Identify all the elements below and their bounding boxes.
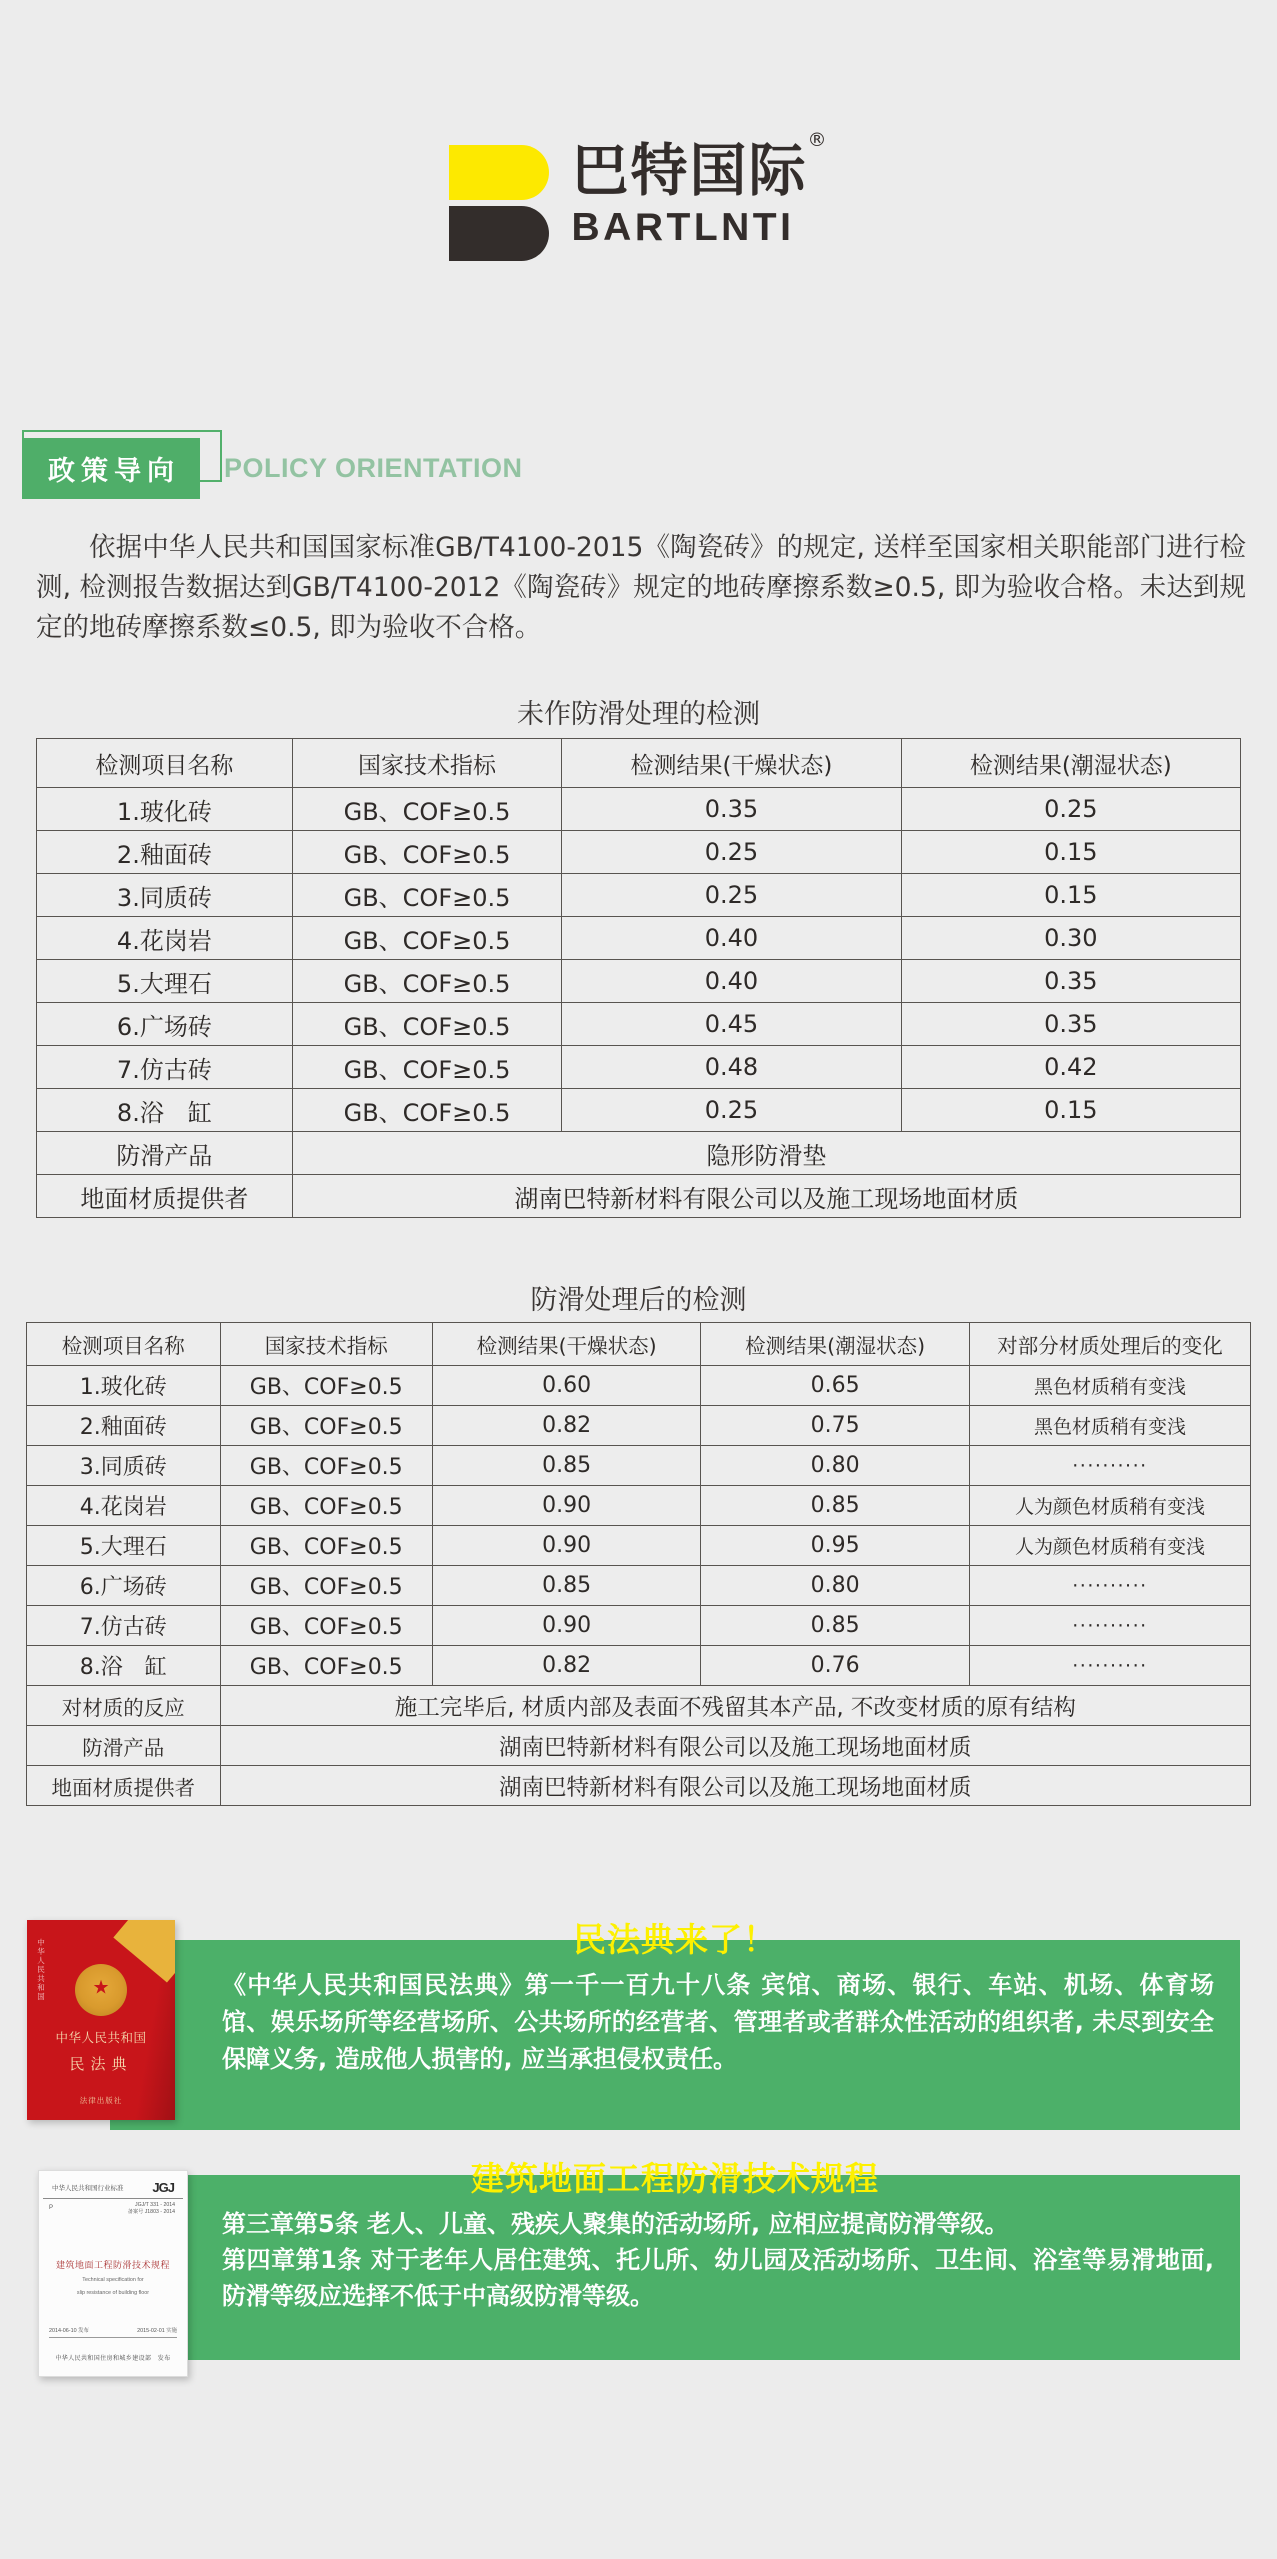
civil-code-book-cover <box>27 1920 175 2120</box>
table-row <box>27 1646 1251 1686</box>
floor-slip-spec-body <box>110 2200 1240 2314</box>
table-cell: 黑色材质稍有变浅 <box>969 1366 1250 1406</box>
intro-paragraph: 依据中华人民共和国国家标准GB/T4100-2015《陶瓷砖》的规定, 送样至国家相关职能部门进行检测, 检测报告数据达到GB/T4100-2012《陶瓷砖》规定的地砖摩擦系数≥0.5, 即为验收合格。未达到规定的地砖摩擦系数≤0.5, 即为验收不合格。 <box>36 532 1246 643</box>
jgj-standard-book-cover <box>38 2170 188 2377</box>
footer-label: 对材质的反应 <box>27 1686 221 1726</box>
table-cell: GB、COF≥0.5 <box>292 1003 561 1046</box>
column-header-1: 检测项目名称 <box>27 1323 221 1366</box>
table-cell: 0.85 <box>701 1486 970 1526</box>
standard-title-en2: slip resistance of building floor <box>76 2290 150 2296</box>
logo-chinese-name <box>571 129 829 204</box>
table-cell: 0.40 <box>562 960 901 1003</box>
footer-value: 施工完毕后, 材质内部及表面不残留其本产品, 不改变材质的原有结构 <box>220 1686 1250 1726</box>
logo-dark-bar <box>449 206 549 261</box>
standard-issue-date: 2014-06-10 发布 <box>49 2328 89 2334</box>
table-cell: 人为颜色材质稍有变浅 <box>969 1526 1250 1566</box>
table-cell: 0.25 <box>562 831 901 874</box>
table-row <box>37 1003 1241 1046</box>
table-row <box>37 788 1241 831</box>
table-footer-row <box>37 1175 1241 1218</box>
table-row <box>27 1446 1251 1486</box>
table1-caption: 未作防滑处理的检测 <box>517 699 760 730</box>
table-row <box>37 1089 1241 1132</box>
column-header-3: 检测结果(干燥状态) <box>562 739 901 788</box>
table-row <box>37 874 1241 917</box>
standard-code-logo: JGJ <box>152 2180 174 2195</box>
table-cell: 0.82 <box>432 1646 701 1686</box>
standard-code-line1: JGJ/T 331 - 2014 <box>135 2202 175 2208</box>
table-cell: 3.同质砖 <box>27 1446 221 1486</box>
standard-issuer: 中华人民共和国行业标准 <box>52 2185 124 2192</box>
table-footer-row <box>27 1686 1251 1726</box>
standard-p-char: P <box>49 2205 54 2211</box>
table-cell: GB、COF≥0.5 <box>220 1366 432 1406</box>
table-cell: GB、COF≥0.5 <box>220 1646 432 1686</box>
floor-slip-spec-title: 建筑地面工程防滑技术规程 <box>471 2159 879 2198</box>
table-row <box>37 831 1241 874</box>
table-cell: 0.25 <box>901 788 1240 831</box>
section-badge-cn: 政策导向 <box>22 438 200 499</box>
table2-header-row <box>27 1323 1251 1366</box>
table-cell: 0.76 <box>701 1646 970 1686</box>
standard-code-block <box>39 2199 187 2216</box>
table-cell: 0.25 <box>562 1089 901 1132</box>
table-cell: 4.花岗岩 <box>37 917 293 960</box>
book-spine-text: 中华人民共和国 <box>37 1938 45 2001</box>
table-footer-row <box>27 1726 1251 1766</box>
table-footer-row <box>27 1766 1251 1806</box>
standard-title-cn: 建筑地面工程防滑技术规程 <box>55 2260 170 2270</box>
column-header-4: 检测结果(潮湿状态) <box>701 1323 970 1366</box>
table-cell: 0.75 <box>701 1406 970 1446</box>
table-cell: 0.45 <box>562 1003 901 1046</box>
table-cell: 0.85 <box>432 1566 701 1606</box>
table-cell: 0.85 <box>432 1446 701 1486</box>
table-cell: 0.35 <box>901 1003 1240 1046</box>
table-cell: 0.25 <box>562 874 901 917</box>
table-cell: 黑色材质稍有变浅 <box>969 1406 1250 1446</box>
table-row <box>27 1366 1251 1406</box>
floor-slip-spec-panel <box>110 2159 1240 2360</box>
footer-value: 湖南巴特新材料有限公司以及施工现场地面材质 <box>220 1726 1250 1766</box>
book-ribbon-decoration <box>113 1920 175 1983</box>
column-header-2: 国家技术指标 <box>220 1323 432 1366</box>
table-cell: 0.65 <box>701 1366 970 1406</box>
table-cell: GB、COF≥0.5 <box>292 960 561 1003</box>
untreated-test-table <box>36 738 1241 1218</box>
table-cell: 0.85 <box>701 1606 970 1646</box>
national-emblem-icon <box>75 1964 127 2016</box>
table-cell: 0.95 <box>701 1526 970 1566</box>
table-cell: 7.仿古砖 <box>27 1606 221 1646</box>
standard-title-block <box>39 2258 187 2297</box>
table2-body <box>27 1366 1251 1806</box>
table-row <box>27 1406 1251 1446</box>
table-cell: ·········· <box>969 1446 1250 1486</box>
table-cell: 0.35 <box>562 788 901 831</box>
civil-code-body: 《中华人民共和国民法典》第一千一百九十八条 宾馆、商场、银行、车站、机场、体育场馆、娱乐场所等经营场所、公共场所的经营者、管理者或者群众性活动的组织者, 未尽到安全保障义务, 造成他人损害的, 应当承担侵权责任。 <box>222 1971 1214 2073</box>
table-row <box>37 1046 1241 1089</box>
bartlnti-b-mark-icon <box>449 140 554 261</box>
table-cell: 4.花岗岩 <box>27 1486 221 1526</box>
footer-label: 地面材质提供者 <box>27 1766 221 1806</box>
footer-label: 防滑产品 <box>37 1132 293 1175</box>
table-cell: 8.浴 缸 <box>37 1089 293 1132</box>
table-cell: GB、COF≥0.5 <box>292 874 561 917</box>
table-cell: 2.釉面砖 <box>27 1406 221 1446</box>
table-cell: 0.90 <box>432 1486 701 1526</box>
civil-code-panel <box>110 1920 1240 2130</box>
column-header-5: 对部分材质处理后的变化 <box>969 1323 1250 1366</box>
table-cell: 0.15 <box>901 1089 1240 1132</box>
table-cell: 8.浴 缸 <box>27 1646 221 1686</box>
table-cell: 6.广场砖 <box>37 1003 293 1046</box>
book-title-line2: 民法典 <box>69 2056 133 2073</box>
table-cell: 0.82 <box>432 1406 701 1446</box>
table-cell: 5.大理石 <box>37 960 293 1003</box>
table-row <box>37 917 1241 960</box>
standard-book-header <box>43 2171 183 2199</box>
table-cell: ·········· <box>969 1646 1250 1686</box>
table-cell: 0.15 <box>901 831 1240 874</box>
registered-trademark-icon: ® <box>807 129 829 151</box>
footer-label: 防滑产品 <box>27 1726 221 1766</box>
section-badge-en: POLICY ORIENTATION <box>224 453 523 483</box>
standard-effective-date: 2015-02-01 实施 <box>137 2328 177 2334</box>
table-cell: 7.仿古砖 <box>37 1046 293 1089</box>
table-cell: GB、COF≥0.5 <box>220 1526 432 1566</box>
brand-logo <box>0 129 1277 261</box>
column-header-1: 检测项目名称 <box>37 739 293 788</box>
table-cell: GB、COF≥0.5 <box>292 1046 561 1089</box>
table-cell: 1.玻化砖 <box>37 788 293 831</box>
standard-code-line2: 备案号 J1803 - 2014 <box>127 2209 175 2215</box>
table-row <box>27 1526 1251 1566</box>
table-cell: 0.30 <box>901 917 1240 960</box>
logo-chinese-text: 巴特国际 <box>571 138 808 204</box>
standard-title-en1: Technical specification for <box>82 2277 144 2283</box>
table-cell: GB、COF≥0.5 <box>220 1606 432 1646</box>
table-cell: 0.15 <box>901 874 1240 917</box>
footer-label: 地面材质提供者 <box>37 1175 293 1218</box>
book-publisher: 法律出版社 <box>79 2096 123 2105</box>
table-cell: 0.40 <box>562 917 901 960</box>
column-header-4: 检测结果(潮湿状态) <box>901 739 1240 788</box>
footer-value: 湖南巴特新材料有限公司以及施工现场地面材质 <box>220 1766 1250 1806</box>
table-cell: 0.80 <box>701 1446 970 1486</box>
table-cell: 0.42 <box>901 1046 1240 1089</box>
table-row <box>37 960 1241 1003</box>
footer-value: 隐形防滑垫 <box>292 1132 1240 1175</box>
table-cell: 2.釉面砖 <box>37 831 293 874</box>
table-cell: 0.35 <box>901 960 1240 1003</box>
table-cell: 1.玻化砖 <box>27 1366 221 1406</box>
table2-caption: 防滑处理后的检测 <box>530 1285 747 1316</box>
table-footer-row <box>37 1132 1241 1175</box>
table-cell: 0.48 <box>562 1046 901 1089</box>
footer-value: 湖南巴特新材料有限公司以及施工现场地面材质 <box>292 1175 1240 1218</box>
column-header-2: 国家技术指标 <box>292 739 561 788</box>
civil-code-title: 民法典来了！ <box>573 1920 777 1959</box>
table-row <box>27 1566 1251 1606</box>
table1-header-row <box>37 739 1241 788</box>
policy-orientation-header <box>22 438 523 499</box>
table-row <box>27 1606 1251 1646</box>
logo-english-name: BARTLNTI <box>571 205 795 249</box>
table-cell: 0.60 <box>432 1366 701 1406</box>
logo-yellow-bar <box>449 145 549 200</box>
table-cell: GB、COF≥0.5 <box>220 1446 432 1486</box>
table-cell: 0.90 <box>432 1526 701 1566</box>
table-cell: GB、COF≥0.5 <box>220 1486 432 1526</box>
table-cell: GB、COF≥0.5 <box>292 831 561 874</box>
table-cell: ·········· <box>969 1606 1250 1646</box>
table-cell: 0.80 <box>701 1566 970 1606</box>
table-cell: GB、COF≥0.5 <box>220 1566 432 1606</box>
table-row <box>27 1486 1251 1526</box>
table-cell: 0.90 <box>432 1606 701 1646</box>
table-cell: 人为颜色材质稍有变浅 <box>969 1486 1250 1526</box>
book-title-line1: 中华人民共和国 <box>55 2031 147 2045</box>
table-cell: GB、COF≥0.5 <box>292 788 561 831</box>
table-cell: ·········· <box>969 1566 1250 1606</box>
spec-line-1: 第三章第5条 老人、儿童、残疾人聚集的活动场所, 应相应提高防滑等级。 <box>222 2210 1009 2238</box>
column-header-3: 检测结果(干燥状态) <box>432 1323 701 1366</box>
table-cell: 3.同质砖 <box>37 874 293 917</box>
standard-dates <box>49 2326 177 2338</box>
table-cell: GB、COF≥0.5 <box>220 1406 432 1446</box>
table1-body <box>37 788 1241 1218</box>
treated-test-table <box>26 1322 1251 1806</box>
spec-line-2: 第四章第1条 对于老年人居住建筑、托儿所、幼儿园及活动场所、卫生间、浴室等易滑地面, 防滑等级应选择不低于中高级防滑等级。 <box>222 2246 1214 2310</box>
standard-publisher: 中华人民共和国住房和城乡建设部 发布 <box>55 2356 171 2362</box>
table-cell: 6.广场砖 <box>27 1566 221 1606</box>
table-cell: GB、COF≥0.5 <box>292 1089 561 1132</box>
table-cell: 5.大理石 <box>27 1526 221 1566</box>
table-cell: GB、COF≥0.5 <box>292 917 561 960</box>
